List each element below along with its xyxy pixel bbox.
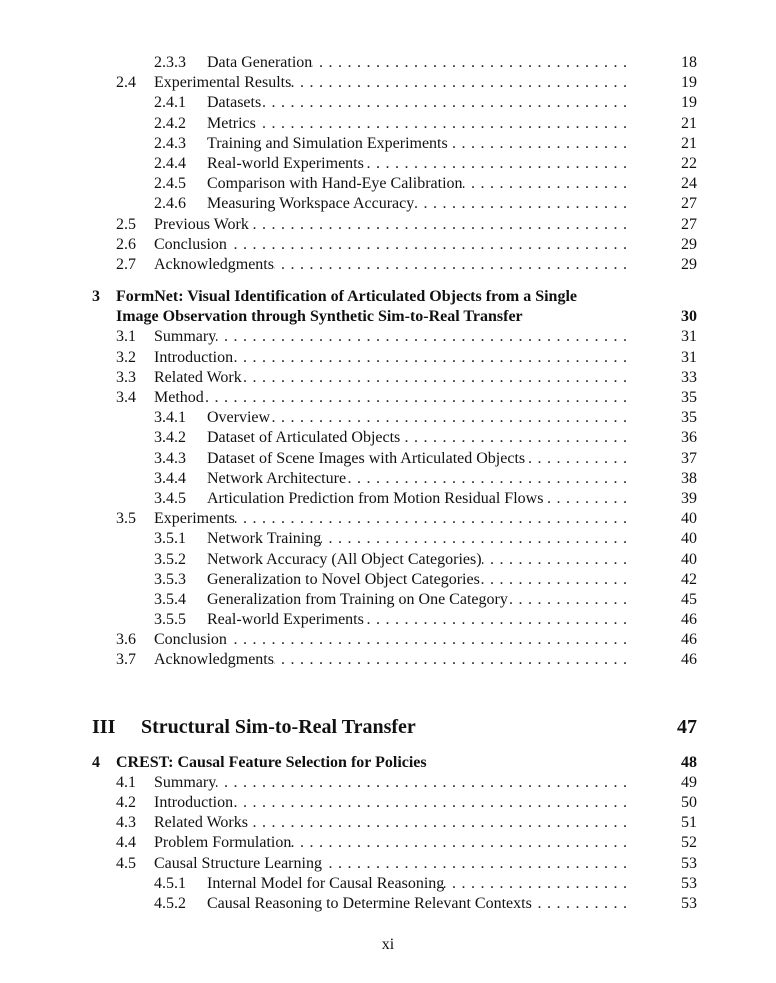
page-number: 21 (681, 114, 697, 132)
section-title: Experiments (154, 510, 235, 528)
section-title: Summary (154, 328, 217, 346)
dot-leader (227, 235, 667, 255)
section-title: Network Training (207, 530, 322, 548)
toc-section-entry[interactable] (92, 235, 697, 255)
section-title: Datasets (207, 94, 262, 112)
section-title: Network Accuracy (All Object Categories) (207, 550, 482, 568)
dot-leader (233, 793, 667, 813)
page-number: 35 (681, 409, 697, 427)
page-number: 53 (681, 894, 697, 912)
toc-section-entry[interactable] (92, 73, 697, 93)
toc-section-entry[interactable] (92, 813, 697, 833)
toc-section-entry[interactable] (92, 833, 697, 853)
toc-section-entry[interactable] (92, 793, 697, 813)
section-number: 3.4.1 (154, 409, 186, 427)
dot-leader (242, 368, 667, 388)
section-title: Previous Work (154, 215, 249, 233)
toc-subsection-entry[interactable] (92, 489, 697, 509)
page-number: 22 (681, 154, 697, 172)
toc-section-entry[interactable] (92, 388, 697, 408)
section-title: Real-world Experiments (207, 154, 364, 172)
dot-leader (274, 255, 667, 275)
toc-subsection-entry[interactable] (92, 174, 697, 194)
toc-subsection-entry[interactable] (92, 134, 697, 154)
section-number: 3.1 (116, 328, 136, 346)
dot-leader (312, 53, 667, 73)
page-number: 45 (681, 590, 697, 608)
section-title: Dataset of Articulated Objects (207, 429, 401, 447)
dot-leader (400, 428, 667, 448)
section-number: 2.6 (116, 235, 136, 253)
toc-section-entry[interactable] (92, 509, 697, 529)
section-title: Problem Formulation (154, 834, 292, 852)
section-number: 2.4.3 (154, 134, 186, 152)
section-title: Related Work (154, 368, 242, 386)
page-number: 35 (681, 389, 697, 406)
section-number: 3.5.4 (154, 590, 186, 608)
section-title: Causal Reasoning to Determine Relevant Contexts (207, 894, 532, 912)
toc-subsection-entry[interactable] (92, 194, 697, 214)
section-title: Acknowledgments (154, 255, 274, 273)
section-title: Introduction (154, 794, 234, 811)
toc-subsection-entry[interactable] (92, 53, 697, 73)
section-title: Comparison with Hand-Eye Calibration (207, 175, 463, 193)
section-title: Articulation Prediction from Motion Residual Flows (207, 489, 544, 507)
section-title: Metrics (207, 114, 256, 132)
page-number: 52 (681, 834, 697, 852)
page-number: 48 (681, 753, 697, 771)
section-title: Related Works (154, 814, 248, 832)
section-title: Method (154, 389, 204, 406)
dot-leader (235, 509, 667, 529)
page-number: 49 (681, 773, 697, 791)
toc-subsection-entry[interactable] (92, 570, 697, 590)
chapter-number: 3 (92, 288, 100, 306)
section-number: 3.4.2 (154, 429, 186, 447)
dot-leader (463, 174, 667, 194)
section-number: 3.6 (116, 631, 136, 649)
dot-leader (480, 570, 667, 590)
section-number: 2.4 (116, 74, 136, 92)
dot-leader (233, 348, 667, 368)
section-number: 3.5 (116, 510, 136, 528)
toc-subsection-entry[interactable] (92, 874, 697, 894)
table-of-contents (92, 53, 697, 914)
page-number: xi (381, 936, 395, 953)
page-number: 53 (681, 854, 697, 872)
toc-subsection-entry[interactable] (92, 449, 697, 469)
page-number: 46 (681, 631, 697, 649)
section-title: Experimental Results (154, 74, 292, 92)
toc-section-entry[interactable] (92, 650, 697, 670)
toc-subsection-entry[interactable] (92, 550, 697, 570)
dot-leader (270, 408, 667, 428)
section-number: 3.5.1 (154, 530, 186, 548)
section-title: Dataset of Scene Images with Articulated Objects (207, 449, 526, 467)
section-number: 2.5 (116, 215, 136, 233)
part-title: Structural Sim-to-Real Transfer (141, 715, 416, 738)
toc-chapter-entry-continued (92, 307, 697, 327)
page-number: 40 (681, 530, 697, 548)
section-number: 4.5.1 (154, 874, 186, 892)
section-number: 2.4.5 (154, 175, 186, 193)
dot-leader (414, 194, 667, 214)
section-number: 3.2 (116, 348, 136, 366)
dot-leader (444, 874, 667, 894)
page-number: 37 (681, 449, 697, 467)
section-title: Generalization from Training on One Category (207, 590, 508, 608)
dot-leader (322, 854, 667, 874)
section-number: 2.4.2 (154, 114, 186, 132)
dot-leader (249, 215, 667, 235)
dot-leader (482, 550, 667, 570)
section-title: Conclusion (154, 631, 227, 649)
page-number: 51 (681, 814, 697, 832)
part-number: III (92, 715, 116, 738)
section-title: Introduction (154, 348, 234, 366)
section-number: 4.3 (116, 814, 136, 832)
section-number: 3.4.5 (154, 489, 186, 507)
section-title: Measuring Workspace Accuracy (207, 195, 415, 213)
page-number: 27 (681, 215, 697, 233)
dot-leader (261, 93, 667, 113)
section-number: 4.1 (116, 773, 136, 791)
page-number: 21 (681, 134, 697, 152)
section-title: Causal Structure Learning (154, 854, 322, 872)
section-number: 2.4.1 (154, 94, 186, 112)
page-number: 36 (681, 429, 697, 447)
dot-leader (532, 894, 667, 914)
dot-leader (543, 489, 667, 509)
page-number: 18 (681, 54, 697, 71)
page-number: 33 (681, 368, 697, 386)
dot-leader (321, 529, 667, 549)
toc-part-entry[interactable] (92, 715, 697, 739)
section-number: 3.5.3 (154, 570, 186, 588)
page-number: 31 (681, 328, 697, 346)
section-title: Data Generation (207, 54, 313, 71)
section-number: 3.7 (116, 651, 136, 669)
toc-section-entry[interactable] (92, 255, 697, 275)
toc-subsection-entry[interactable] (92, 408, 697, 428)
page-number: 40 (681, 510, 697, 528)
page-number: 50 (681, 794, 697, 811)
dot-leader (204, 388, 667, 408)
section-title: Acknowledgments (154, 651, 274, 669)
page-number: 46 (681, 651, 697, 669)
section-number: 4.4 (116, 834, 136, 852)
section-number: 2.4.4 (154, 154, 186, 172)
page-number: 27 (681, 195, 697, 213)
toc-section-entry[interactable] (92, 630, 697, 650)
page-number: 42 (681, 570, 697, 588)
dot-leader (364, 610, 667, 630)
section-number: 3.4 (116, 389, 136, 406)
section-title: Training and Simulation Experiments (207, 134, 448, 152)
page-number: 19 (681, 94, 697, 112)
page-number: 24 (681, 175, 697, 193)
dot-leader (291, 833, 667, 853)
dot-leader (216, 327, 667, 347)
section-number: 2.3.3 (154, 54, 186, 71)
page-number: 29 (681, 235, 697, 253)
dot-leader (448, 134, 667, 154)
chapter-number: 4 (92, 753, 100, 771)
toc-chapter-entry[interactable] (92, 753, 697, 773)
toc-subsection-entry[interactable] (92, 590, 697, 610)
section-title: Generalization to Novel Object Categories (207, 570, 480, 588)
section-title: Conclusion (154, 235, 227, 253)
chapter-title-continued: Image Observation through Synthetic Sim-to-Real Transfer (116, 308, 523, 326)
page-number: 29 (681, 255, 697, 273)
toc-subsection-entry[interactable] (92, 114, 697, 134)
section-number: 3.4.3 (154, 449, 186, 467)
toc-section-entry[interactable] (92, 368, 697, 388)
section-title: Overview (207, 409, 271, 427)
section-title: Real-world Experiments (207, 611, 364, 629)
page-number: 31 (681, 348, 697, 366)
chapter-title: CREST: Causal Feature Selection for Policies (116, 753, 427, 771)
dot-leader (256, 114, 667, 134)
toc-subsection-entry[interactable] (92, 469, 697, 489)
section-number: 2.7 (116, 255, 136, 273)
page-number: 53 (681, 874, 697, 892)
toc-subsection-entry[interactable] (92, 610, 697, 630)
dot-leader (525, 449, 667, 469)
toc-subsection-entry[interactable] (92, 154, 697, 174)
section-number: 3.5.5 (154, 611, 186, 629)
section-number: 4.5.2 (154, 894, 186, 912)
toc-section-entry[interactable] (92, 215, 697, 235)
dot-leader (227, 630, 667, 650)
section-number: 4.5 (116, 854, 136, 872)
section-number: 3.4.4 (154, 469, 186, 487)
page-number: 40 (681, 550, 697, 568)
toc-section-entry[interactable] (92, 327, 697, 347)
toc-section-entry[interactable] (92, 773, 697, 793)
section-title: Summary (154, 773, 217, 791)
page-number: 30 (681, 308, 697, 326)
toc-subsection-entry[interactable] (92, 894, 697, 914)
page-number: 39 (681, 489, 697, 507)
dot-leader (346, 469, 667, 489)
section-title: Network Architecture (207, 469, 347, 487)
section-number: 4.2 (116, 794, 136, 811)
page-number: 47 (677, 715, 697, 738)
toc-section-entry[interactable] (92, 348, 697, 368)
dot-leader (274, 650, 667, 670)
toc-subsection-entry[interactable] (92, 93, 697, 113)
page-number: 46 (681, 611, 697, 629)
section-number: 3.3 (116, 368, 136, 386)
section-title: Internal Model for Causal Reasoning (207, 874, 445, 892)
dot-leader (248, 813, 667, 833)
toc-subsection-entry[interactable] (92, 529, 697, 549)
dot-leader (291, 73, 667, 93)
page-number: 19 (681, 74, 697, 92)
dot-leader (364, 154, 667, 174)
toc-subsection-entry[interactable] (92, 428, 697, 448)
chapter-title: FormNet: Visual Identification of Articulated Objects from a Single (116, 288, 577, 306)
dot-leader (508, 590, 667, 610)
page-number: 38 (681, 469, 697, 487)
section-number: 2.4.6 (154, 195, 186, 213)
section-number: 3.5.2 (154, 550, 186, 568)
toc-chapter-entry[interactable] (92, 287, 697, 307)
toc-section-entry[interactable] (92, 854, 697, 874)
dot-leader (216, 773, 667, 793)
